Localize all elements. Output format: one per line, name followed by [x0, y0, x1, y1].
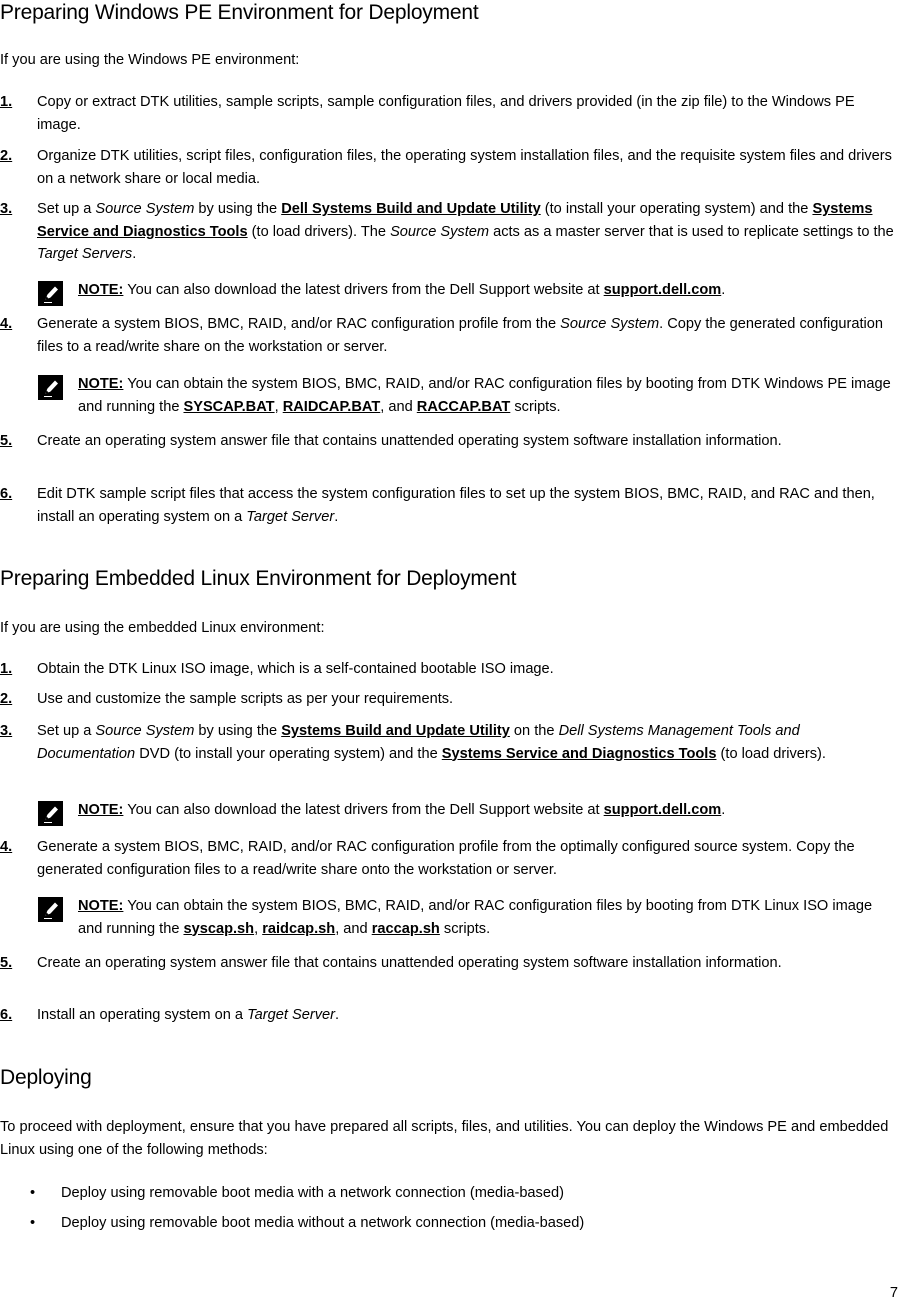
step-number: 2. [0, 691, 13, 707]
bullet-marker: • [30, 1185, 36, 1201]
list-item [0, 658, 897, 681]
bullet-text: Deploy using removable boot media with a network connection (media-based) [61, 1185, 564, 1201]
step-number: 6. [0, 486, 13, 502]
note-pencil-icon [38, 375, 63, 400]
step-text: Set up a Source System by using the Dell Systems Build and Update Utility (to install your operating system) and the Systems Service and Diagnostics Tools (to load drivers). The Source System acts as a master server that is used to replicate settings to the Target Servers. [37, 201, 894, 262]
step-number: 3. [0, 723, 13, 739]
utility-name: Systems Build and Update Utility [281, 723, 510, 739]
list-item [0, 1004, 897, 1027]
list-item [0, 91, 897, 136]
step-text: Generate a system BIOS, BMC, RAID, and/or RAC configuration profile from the optimally configured source system. Copy the generated configuration files to a read/write share onto the workstation or server. [37, 839, 855, 878]
note-pencil-icon [38, 897, 63, 922]
step-number: 6. [0, 1007, 13, 1023]
step-number: 3. [0, 201, 13, 217]
step-number: 2. [0, 148, 13, 164]
section-heading-windows-pe: Preparing Windows PE Environment for Deployment [0, 1, 479, 24]
step-number: 1. [0, 661, 13, 677]
note-label: NOTE: [78, 282, 124, 298]
step-text: Copy or extract DTK utilities, sample scripts, sample configuration files, and drivers provided (in the zip file) to the Windows PE image. [37, 94, 855, 133]
list-item [0, 952, 897, 975]
section-intro: If you are using the Windows PE environment: [0, 52, 300, 68]
support-link[interactable]: support.dell.com [603, 282, 722, 298]
list-item [0, 836, 897, 881]
section-intro: To proceed with deployment, ensure that you have prepared all scripts, files, and utilities. You can deploy the Windows PE and embedded Linux using one of the following methods: [0, 1119, 889, 1158]
utility-name: Systems Service and Diagnostics Tools [441, 745, 717, 762]
list-item [0, 688, 897, 711]
step-number: 1. [0, 94, 13, 110]
step-number: 4. [0, 839, 13, 855]
step-text: Obtain the DTK Linux ISO image, which is a self-contained bootable ISO image. [37, 661, 554, 677]
note-pencil-icon [38, 281, 63, 306]
note-pencil-icon [38, 801, 63, 826]
list-item [30, 1212, 584, 1235]
step-text: Generate a system BIOS, BMC, RAID, and/or RAC configuration profile from the Source System. Copy the generated configuration files to a read/write share on the workstation or server. [37, 316, 884, 355]
step-number: 4. [0, 316, 13, 332]
list-item [0, 313, 897, 358]
step-text: Use and customize the sample scripts as per your requirements. [37, 691, 454, 707]
step-number: 5. [0, 955, 13, 971]
step-text: Organize DTK utilities, script files, configuration files, the operating system installation files, and the requisite system files and drivers on a network share or local media. [37, 148, 892, 187]
step-text: Edit DTK sample script files that access the system configuration files to set up the system BIOS, BMC, RAID, and RAC and then, install an operating system on a Target Server. [37, 486, 875, 525]
list-item [0, 720, 897, 765]
list-item [0, 430, 897, 453]
list-item [0, 483, 897, 528]
bullet-text: Deploy using removable boot media without a network connection (media-based) [61, 1215, 585, 1231]
bullet-marker: • [30, 1215, 36, 1231]
note-label: NOTE: [78, 376, 124, 392]
list-item [30, 1182, 564, 1205]
page-number: 7 [889, 1285, 898, 1301]
list-item [0, 145, 897, 190]
list-item [0, 198, 897, 266]
note-label: NOTE: [78, 898, 124, 914]
utility-name: Dell Systems Build and Update Utility [281, 201, 541, 217]
note-box: NOTE: You can also download the latest drivers from the Dell Support website at support.dell.com. [38, 279, 897, 302]
section-heading-embedded-linux: Preparing Embedded Linux Environment for Deployment [0, 567, 517, 590]
section-heading-deploying: Deploying [0, 1066, 92, 1089]
note-label: NOTE: [78, 802, 124, 818]
step-text: Set up a Source System by using the Systems Build and Update Utility on the Dell Systems Management Tools and Documentation DVD (to install your operating system) and the Systems Service and Diagnostics Tools (to load drivers). [37, 723, 826, 762]
utility-name: Systems Service and Diagnostics Tools [37, 201, 873, 240]
note-box: NOTE: You can also download the latest drivers from the Dell Support website at support.dell.com. [38, 799, 897, 822]
support-link[interactable]: support.dell.com [603, 802, 722, 818]
step-text: Create an operating system answer file that contains unattended operating system software installation information. [37, 955, 782, 971]
step-text: Create an operating system answer file that contains unattended operating system software installation information. [37, 433, 782, 449]
note-box: NOTE: You can obtain the system BIOS, BMC, RAID, and/or RAC configuration files by booting from DTK Windows PE image and running the SYSCAP.BAT, RAIDCAP.BAT, and RACCAP.BAT scripts. [38, 373, 897, 418]
section-intro: If you are using the embedded Linux environment: [0, 620, 325, 636]
step-text: Install an operating system on a Target Server. [37, 1007, 340, 1023]
step-number: 5. [0, 433, 13, 449]
note-box: NOTE: You can obtain the system BIOS, BMC, RAID, and/or RAC configuration files by booting from DTK Linux ISO image and running the syscap.sh, raidcap.sh, and raccap.sh scripts. [38, 895, 897, 940]
